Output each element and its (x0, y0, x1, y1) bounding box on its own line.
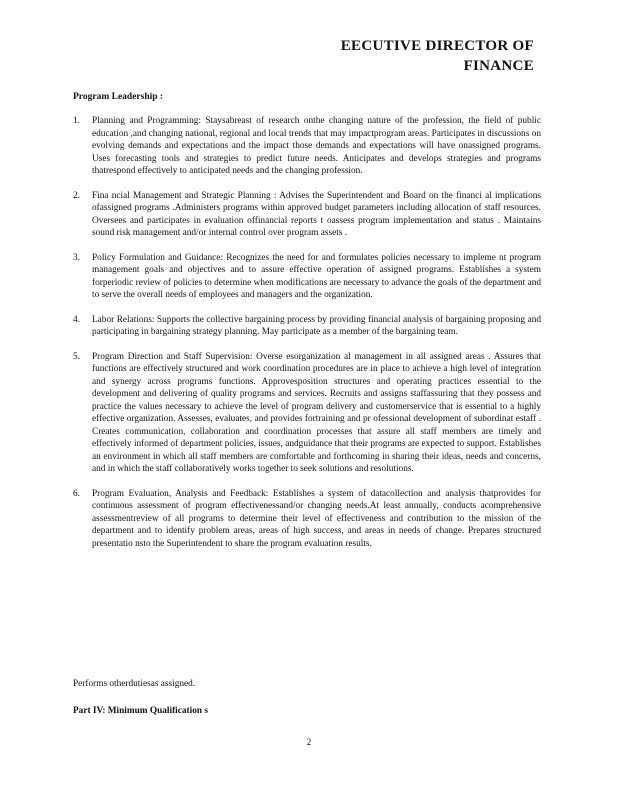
duty-item (73, 115, 541, 178)
duty-number: 5. (73, 351, 80, 362)
title-line-1: EECUTIVE DIRECTOR OF (340, 38, 534, 54)
duty-text: Fina ncial Management and Strategic Planning : Advises the Superintendent and Board on the financi al implications ofassigned programs .Administers programs within approved budget parameters including allocation of staff resources. Oversees and participates in evaluation offinancial reports t oassess program implementation and status . Maintains sound risk management and/or internal control over program assets . (92, 190, 541, 238)
section-heading: Program Leadership : (73, 92, 164, 102)
duties-list (73, 115, 541, 562)
duty-item (73, 252, 541, 302)
part-heading: Part IV: Minimum Qualification s (73, 706, 208, 716)
duty-text: Planning and Programming: Staysabreast of research onthe changing nature of the profession, the field of public education ,and changing national, regional and local trends that may impactprogram areas. Participates in discussions on evolving demands and expectations and the impact those demands and expectations will have onassigned programs. Uses forecasting tools and strategies to predict future needs. Anticipates and develops strategies and programs thatrespond effectively to anticipated needs and the changing profession. (92, 116, 541, 176)
duty-item (73, 488, 541, 551)
duty-number: 4. (73, 314, 80, 325)
document-title (341, 36, 534, 76)
page-number: 2 (306, 738, 312, 748)
duty-text: Program Direction and Staff Supervision: Overse esorganization al management in all assigned areas . Assures that functions are effectively structured and work coordination procedures are in place to achieve a high level of integration and synergy across programs functions. Approvesposition structures and operating practices essential to the development and delivering of quality programs and services. Recruits and assigns staffassuring that they possess and practice the values necessary to achieve the level of program delivery and customerservice that is essential to a highly effective organization. Assesses, evaluates, and provides fortraining and pr ofessional development of subordinat estaff . Creates communication, collaboration and coordination processes that assure all staff members are timely and effectively informed of department policies, issues, andguidance that their programs are expected to support. Establishes an environment in which all staff members are comfortable and forthcoming in sharing their ideas, needs and concerns, and in which the staff collaboratively works together to seek solutions and resolutions. (92, 351, 541, 474)
duty-number: 1. (73, 116, 80, 126)
duty-item (73, 314, 541, 339)
duty-item (73, 351, 541, 476)
closing-line: Performs otherdutiesas assigned. (73, 679, 196, 689)
duty-number: 2. (73, 190, 80, 201)
duty-item (73, 190, 541, 240)
title-line-2: FINANCE (463, 58, 534, 74)
duty-number: 6. (73, 488, 80, 499)
duty-text: Policy Formulation and Guidance: Recognizes the need for and formulates policies necessary to impleme nt program management goals and objectives and to assure effective operation of assigned programs. Establishes a system forperiodic review of policies to determine when modifications are necessary to advance the goals of the department and to serve the overall needs of employees and managers and the organization. (92, 252, 541, 300)
duty-text: Labor Relations: Supports the collective bargaining process by providing financial analysis of bargaining proposing and participating in bargaining strategy planning. May participate as a member of the bargaining team. (92, 314, 541, 337)
duty-number: 3. (73, 252, 80, 263)
duty-text: Program Evaluation, Analysis and Feedback: Establishes a system of datacollection and analysis thatprovides for continuous assessment of program effectivenessand/or changing needs.At least annually, conducts acomprehensive assessmentreview of all programs to determine their level of effectiveness and contribution to the mission of the department and to identify problem areas, areas of high success, and areas in needs of change. Prepares structured presentatio nsto the Superintendent to share the program evaluation results. (92, 488, 541, 549)
